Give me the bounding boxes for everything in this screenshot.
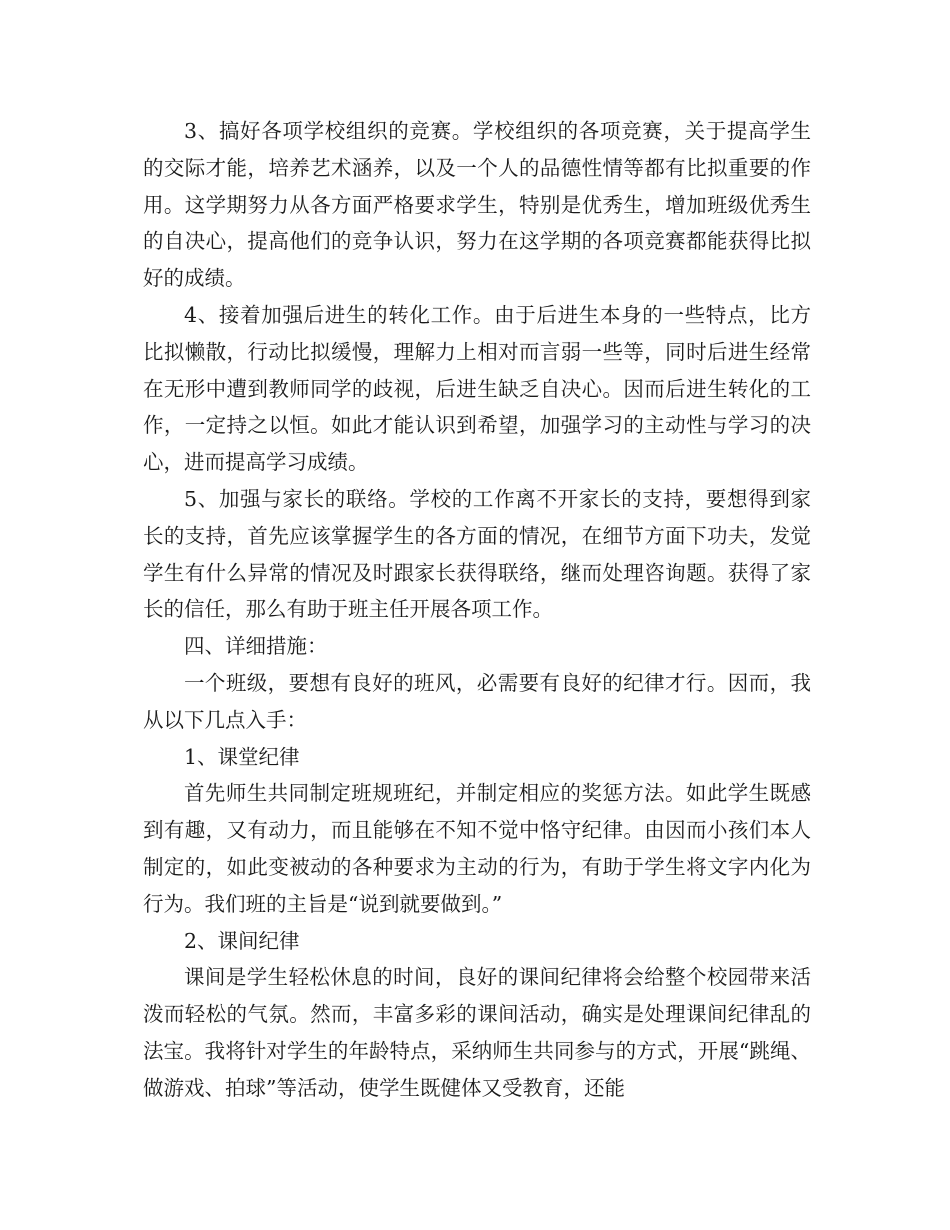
paragraph-competitions: 3、搞好各项学校组织的竞赛。学校组织的各项竞赛，关于提高学生的交际才能，培养艺术涵养，以及一个人的品德性情等都有比拟重要的作用。这学期努力从各方面严格要求学生，特别是优秀生，增加班级优秀生的自决心，提高他们的竞争认识，努力在这学期的各项竞赛都能获得比拟好的成绩。 [143,119,811,291]
document-body [143,113,811,1107]
paragraph-recess-discipline: 课间是学生轻松休息的时间，良好的课间纪律将会给整个校园带来活泼而轻松的气氛。然而，丰富多彩的课间活动，确实是处理课间纪律乱的法宝。我将针对学生的年龄特点，采纳师生共同参与的方式，开展“跳绳、做游戏、拍球”等活动，使学生既健体又受教育，还能 [143,965,811,1100]
subheading-recess-discipline: 2、课间纪律 [184,928,300,953]
paragraph-parent-contact: 5、加强与家长的联络。学校的工作离不开家长的支持，要想得到家长的支持，首先应该掌握学生的各方面的情况，在细节方面下功夫，发觉学生有什么异常的情况及时跟家长获得联络，继而处理咨询题。获得了家长的信任，那么有助于班主任开展各项工作。 [143,486,811,622]
section-heading-measures: 四、详细措施： [184,634,328,659]
subheading-classroom-discipline: 1、课堂纪律 [184,744,300,769]
paragraph-classroom-discipline: 首先师生共同制定班规班纪，并制定相应的奖惩方法。如此学生既感到有趣，又有动力，而且能够在不知不觉中恪守纪律。由因而小孩们本人制定的，如此变被动的各种要求为主动的行为，有助于学生将文字内化为行为。我们班的主旨是“说到就要做到。” [143,781,811,916]
paragraph-underachievers: 4、接着加强后进生的转化工作。由于后进生本身的一些特点，比方比拟懒散，行动比拟缓慢，理解力上相对而言弱一些等，同时后进生经常在无形中遭到教师同学的歧视，后进生缺乏自决心。因而后进生转化的工作，一定持之以恒。如此才能认识到希望，加强学习的主动性与学习的决心，进而提高学习成绩。 [143,302,811,475]
paragraph-class-discipline-intro: 一个班级，要想有良好的班风，必需要有良好的纪律才行。因而，我从以下几点入手： [143,670,811,732]
